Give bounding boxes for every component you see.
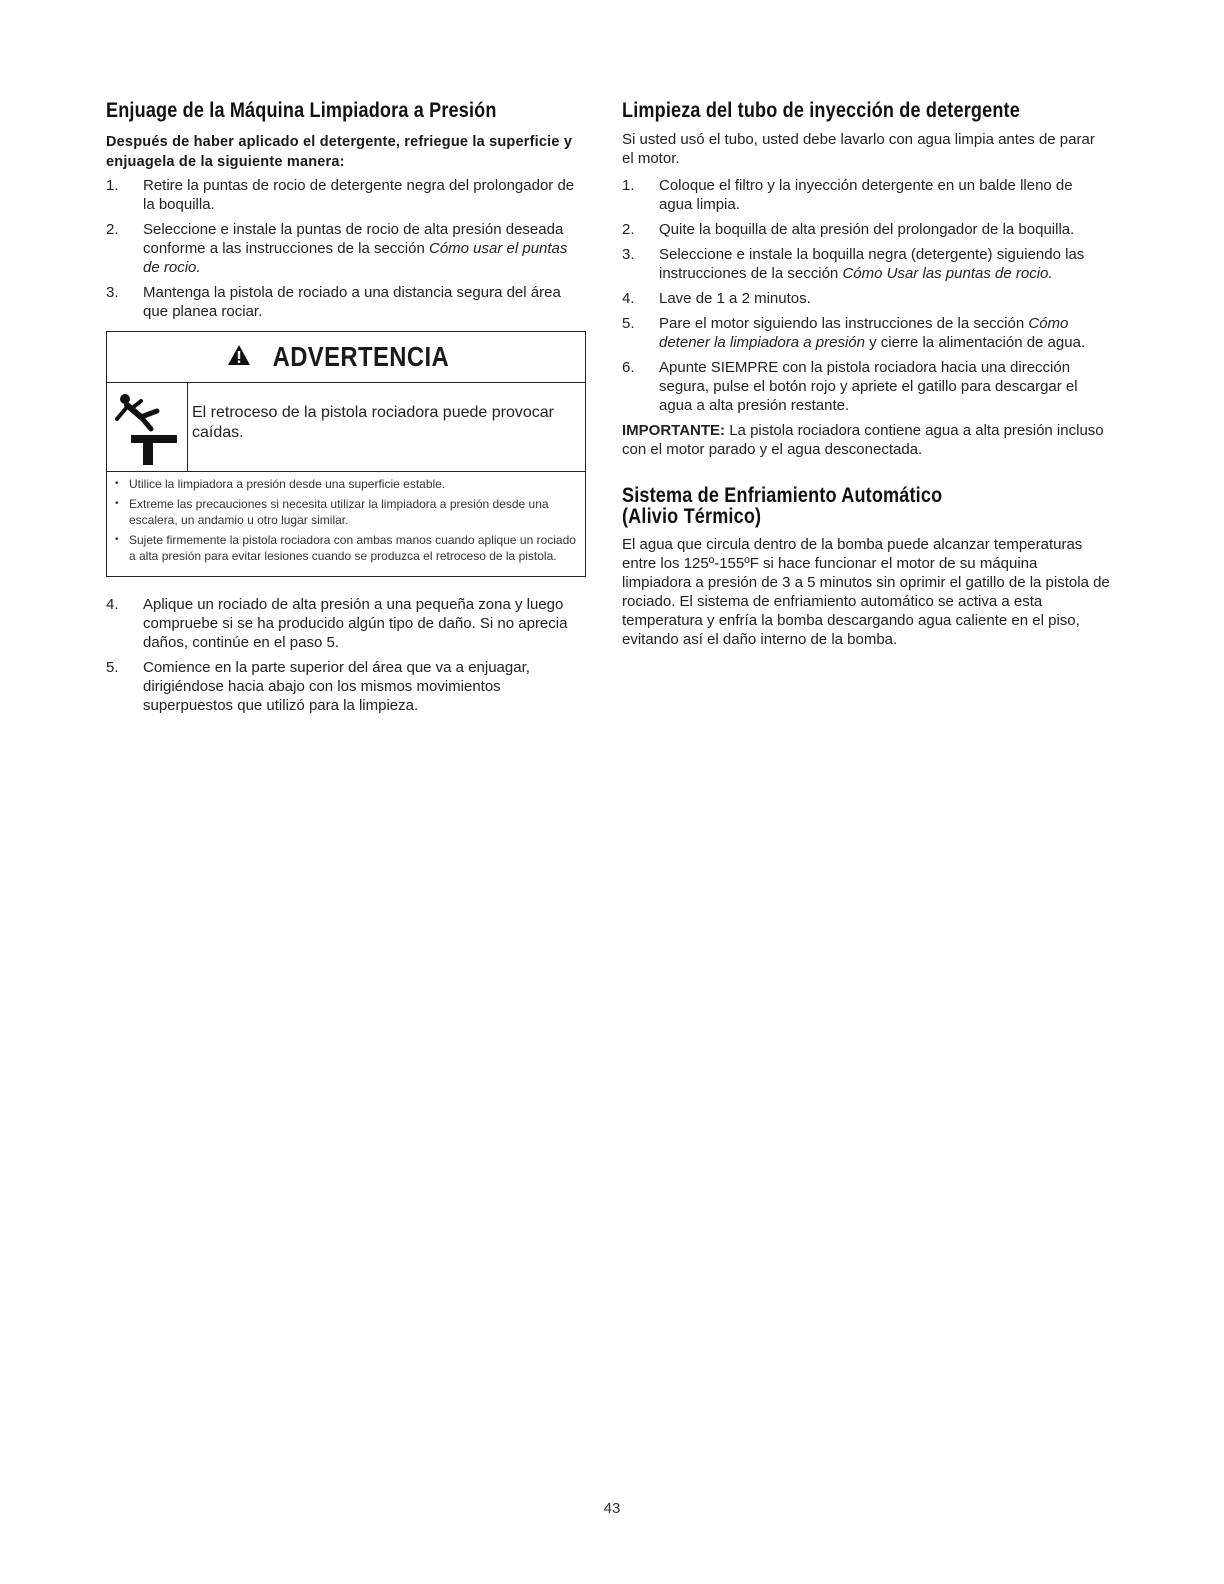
warning-message: El retroceso de la pistola rociadora puede provocar caídas. — [192, 404, 554, 441]
list-item: 2. Quite la boquilla de alta presión del prolongador de la boquilla. — [622, 221, 1075, 238]
list-item: 1. Retire la puntas de rocio de detergente negra del prolongador de la boquilla. — [106, 177, 575, 213]
section-reference: Cómo detener la limpiadora a presión — [659, 315, 1069, 351]
list-item: 5. Pare el motor siguiendo las instrucciones de la sección Cómo detener la limpiadora a presión y cierre la alimentación de agua. — [622, 315, 1086, 351]
detergent-steps — [622, 176, 1110, 415]
warning-box — [106, 331, 586, 577]
list-item: 5. Comience en la parte superior del área que va a enjuagar, dirigiéndose hacia abajo con los mismos movimientos superpuestos que utilizó para la limpieza. — [106, 659, 530, 714]
right-column — [622, 100, 1110, 649]
section-title-cooling: Sistema de Enfriamiento Automático — [622, 484, 943, 507]
rinse-lead: Después de haber aplicado el detergente, refriegue la superficie y enjuagela de la siguiente manera: — [106, 134, 573, 170]
detergent-intro: Si usted usó el tubo, usted debe lavarlo con agua limpia antes de parar el motor. — [622, 131, 1095, 167]
list-item: 4. Aplique un rociado de alta presión a una pequeña zona y luego compruebe si se ha producido algún tipo de daño. Si no aprecia daños, continúe en el paso 5. — [106, 596, 568, 651]
warning-bullets — [107, 472, 585, 576]
list-item: • Extreme las precauciones si necesita utilizar la limpiadora a presión desde una escalera, un andamio u otro lugar similar. — [115, 497, 549, 527]
list-item: 1. Coloque el filtro y la inyección detergente en un balde lleno de agua limpia. — [622, 177, 1073, 213]
page-number: 43 — [603, 1500, 621, 1517]
warning-header — [107, 332, 585, 383]
list-item: • Utilice la limpiadora a presión desde una superficie estable. — [115, 477, 446, 491]
slip-fall-hazard-icon — [107, 383, 188, 471]
list-item: 4. Lave de 1 a 2 minutos. — [622, 290, 811, 307]
list-item: 2. Seleccione e instale la puntas de rocio de alta presión deseada conforme a las instrucciones de la sección Cómo usar el puntas de rocio. — [106, 221, 568, 276]
cooling-heading-block — [622, 485, 1110, 527]
warning-triangle-icon — [227, 344, 251, 371]
section-reference: Cómo usar el puntas de rocio. — [143, 240, 568, 276]
warning-message-row — [107, 383, 585, 472]
warning-title: ADVERTENCIA — [272, 341, 450, 372]
list-item: 6. Apunte SIEMPRE con la pistola rociadora hacia una dirección segura, pulse el botón rojo y apriete el gatillo para descargar el agua a alta presión restante. — [622, 359, 1078, 414]
rinse-steps-a — [106, 176, 588, 321]
bullet-icon: • — [115, 534, 119, 545]
list-item: 3. Mantenga la pistola de rociado a una distancia segura del área que planea rociar. — [106, 284, 561, 320]
section-title-cooling-sub: (Alivio Térmico) — [622, 505, 762, 528]
bullet-icon: • — [115, 478, 119, 489]
left-column — [106, 100, 588, 721]
bullet-icon: • — [115, 498, 119, 509]
cooling-paragraph: El agua que circula dentro de la bomba puede alcanzar temperaturas entre los 125º-155ºF si hace funcionar el motor de su máquina limpiadora a presión de 3 a 5 minutos sin oprimir el gatillo de la pistola de rociado. El sistema de enfriamiento automático se activa a esta temperatura y enfría la bomba descargando agua caliente en el piso, evitando así el daño interno de la bomba. — [622, 536, 1110, 648]
important-note: IMPORTANTE: La pistola rociadora contiene agua a alta presión incluso con el motor parado y el agua desconectada. — [622, 422, 1104, 458]
rinse-steps-b — [106, 595, 588, 715]
section-title-detergent-tube: Limpieza del tubo de inyección de detergente — [622, 99, 1020, 122]
list-item: • Sujete firmemente la pistola rociadora con ambas manos cuando aplique un rociado a alta presión para evitar lesiones cuando se produzca el retroceso de la pistola. — [115, 533, 576, 563]
section-title-rinsing: Enjuage de la Máquina Limpiadora a Presión — [106, 99, 497, 122]
list-item: 3. Seleccione e instale la boquilla negra (detergente) siguiendo las instrucciones de la sección Cómo Usar las puntas de rocio. — [622, 246, 1085, 282]
section-reference: Cómo Usar las puntas de rocio. — [842, 265, 1053, 282]
